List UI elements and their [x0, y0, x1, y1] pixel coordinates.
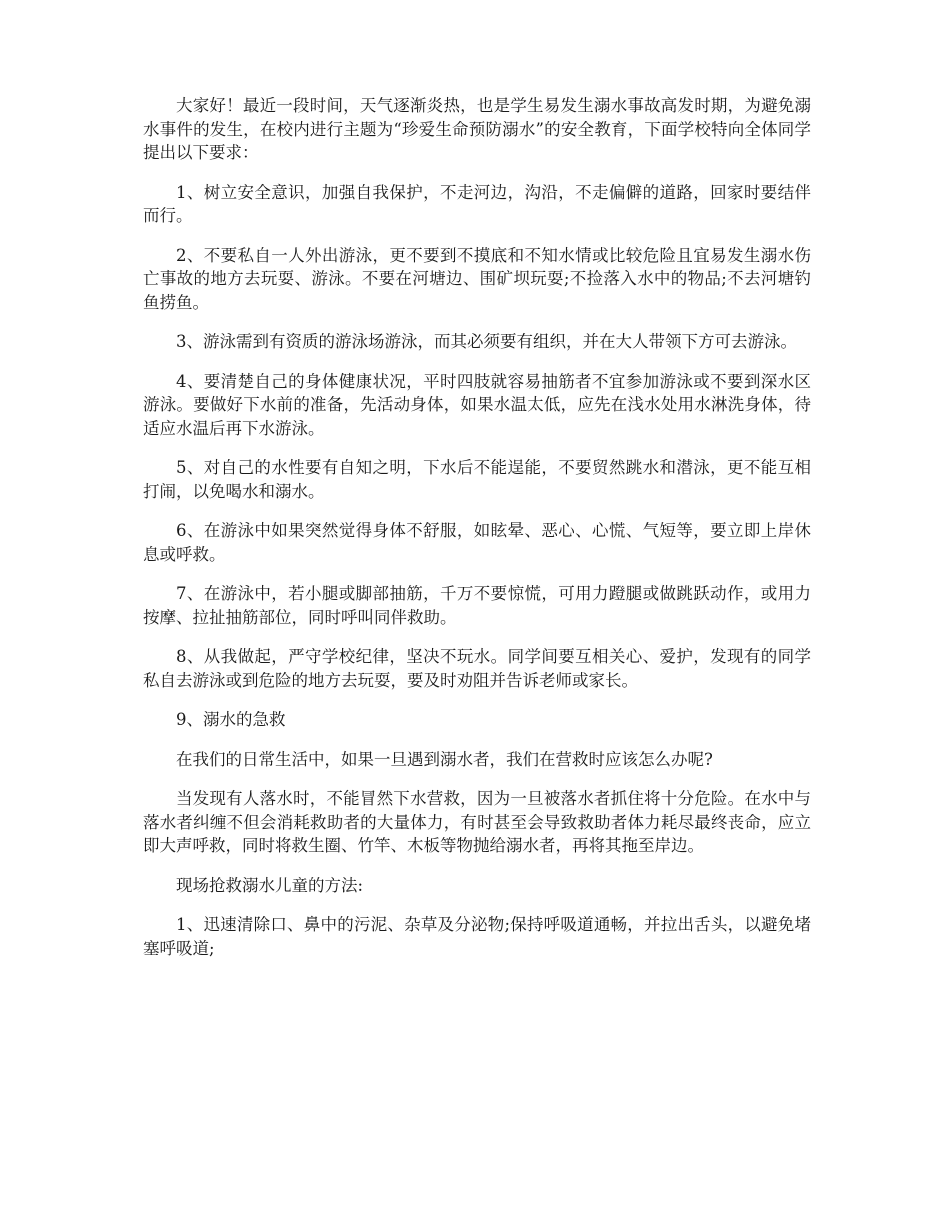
paragraph-rule-5: 5、对自己的水性要有自知之明，下水后不能逞能，不要贸然跳水和潜泳，更不能互相打闹，以免喝水和溺水。 — [143, 458, 811, 501]
paragraph-rescue-question: 在我们的日常生活中，如果一旦遇到溺水者，我们在营救时应该怎么办呢? — [176, 749, 713, 769]
paragraph-rule-8: 8、从我做起，严守学校纪律，坚决不玩水。同学间要互相关心、爱护，发现有的同学私自去游泳或到危险的地方去玩耍，要及时劝阻并告诉老师或家长。 — [143, 647, 811, 690]
paragraph-first-aid-step-1: 1、迅速清除口、鼻中的污泥、杂草及分泌物;保持呼吸道通畅，并拉出舌头，以避免堵塞呼吸道; — [143, 915, 811, 958]
paragraph-rule-6: 6、在游泳中如果突然觉得身体不舒服，如眩晕、恶心、心慌、气短等，要立即上岸休息或呼救。 — [143, 521, 811, 564]
paragraph-rule-4: 4、要清楚自己的身体健康状况，平时四肢就容易抽筋者不宜参加游泳或不要到深水区游泳。要做好下水前的准备，先活动身体，如果水温太低，应先在浅水处用水淋洗身体，待适应水温后再下水游泳。 — [143, 371, 811, 438]
paragraph-first-aid-heading: 现场抢救溺水儿童的方法: — [176, 875, 364, 895]
paragraph-rule-3: 3、游泳需到有资质的游泳场游泳，而其必须要有组织，并在大人带领下方可去游泳。 — [176, 332, 797, 351]
paragraph-rescue-advice: 当发现有人落水时，不能冒然下水营救，因为一旦被落水者抓住将十分危险。在水中与落水者纠缠不但会消耗救助者的大量体力，有时甚至会导致救助者体力耗尽最终丧命，应立即大声呼救，同时将救生圈、竹竿、木板等物抛给溺水者，再将其拖至岸边。 — [143, 789, 811, 855]
paragraph-rule-7: 7、在游泳中，若小腿或脚部抽筋，千万不要惊慌，可用力蹬腿或做跳跃动作，或用力按摩、拉扯抽筋部位，同时呼叫同伴救助。 — [143, 584, 811, 627]
paragraph-rule-9-heading: 9、溺水的急救 — [176, 710, 286, 729]
paragraph-rule-2: 2、不要私自一人外出游泳，更不要到不摸底和不知水情或比较危险且宜易发生溺水伤亡事故的地方去玩耍、游泳。不要在河塘边、围矿坝玩耍;不捡落入水中的物品;不去河塘钓鱼捞鱼。 — [143, 245, 811, 312]
document-page — [143, 94, 811, 976]
paragraph-intro: 大家好！最近一段时间，天气逐渐炎热，也是学生易发生溺水事故高发时期，为避免溺水事件的发生，在校内进行主题为“珍爱生命预防溺水”的安全教育，下面学校特向全体同学提出以下要求： — [143, 96, 811, 162]
paragraph-rule-1: 1、树立安全意识，加强自我保护，不走河边，沟沿，不走偏僻的道路，回家时要结伴而行。 — [143, 182, 811, 225]
